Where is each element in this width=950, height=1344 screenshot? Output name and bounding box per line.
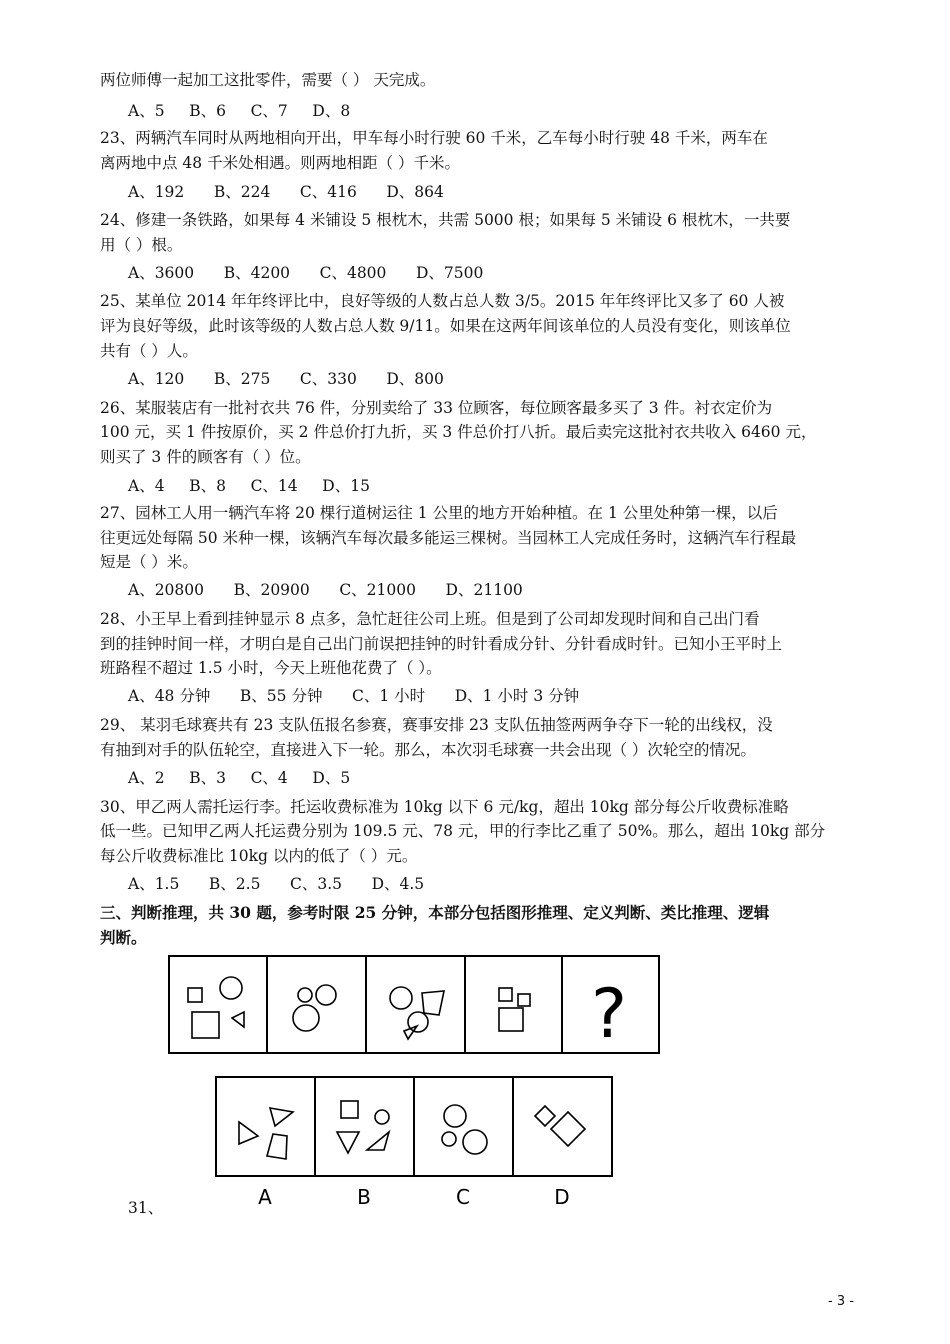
text-line: 用（ ）根。 — [100, 236, 183, 254]
question-30: 30、甲乙两人需托运行李。托运收费标准为 10kg 以下 6 元/kg，超出 10kg 部分每公斤收费标准略 — [100, 798, 789, 816]
text-line: 共有（ ）人。 — [100, 342, 198, 360]
text-line: 到的挂钟时间一样，才明白是自己出门前误把挂钟的时针看成分针、分针看成时针。已知小王平时上 — [100, 635, 783, 653]
text-line: 往更远处每隔 50 米种一棵，该辆汽车每次最多能运三棵树。当园林工人完成任务时，这辆汽车行程最 — [100, 529, 797, 547]
text-line: 离两地中点 48 千米处相遇。则两地相距（ ）千米。 — [100, 154, 461, 172]
options-line: A、4 B、8 C、14 D、15 — [128, 477, 370, 495]
text-line: 两位师傅一起加工这批零件，需要（ ） 天完成。 — [100, 71, 436, 89]
sequence-cell-2 — [293, 985, 336, 1031]
text-line: 每公斤收费标准比 10kg 以内的低了（ ）元。 — [100, 847, 418, 865]
answer-label-a: A — [258, 1185, 272, 1209]
sequence-frame — [169, 956, 659, 1053]
answer-c-shapes — [442, 1105, 487, 1154]
question-25: 25、某单位 2014 年年终评比中，良好等级的人数占总人数 3/5。2015 年年终评比又多了 60 人被 — [100, 292, 785, 310]
sequence-cell-1 — [188, 977, 244, 1038]
sequence-cell-3 — [390, 987, 444, 1039]
answer-label-d: D — [554, 1185, 570, 1209]
text-line: 低一些。已知甲乙两人托运费分别为 109.5 元、78 元，甲的行李比乙重了 50%。那么，超出 10kg 部分 — [100, 822, 826, 840]
question-24: 24、修建一条铁路，如果每 4 米铺设 5 根枕木，共需 5000 根；如果每 5 米铺设 6 根枕木，一共要 — [100, 211, 791, 229]
text-line: 班路程不超过 1.5 小时，今天上班他花费了（ ）。 — [100, 659, 442, 677]
answer-d-shapes — [535, 1106, 585, 1146]
question-27: 27、园林工人用一辆汽车将 20 棵行道树运往 1 公里的地方开始种植。在 1 公里处种第一棵，以后 — [100, 504, 778, 522]
options-line: A、5 B、6 C、7 D、8 — [128, 102, 351, 120]
page-number: - 3 - — [828, 1294, 854, 1309]
sequence-cell-4 — [499, 988, 530, 1031]
section-heading-cont: 判断。 — [100, 928, 147, 947]
question-mark: ? — [590, 975, 628, 1054]
section-heading: 三、判断推理，共 30 题，参考时限 25 分钟，本部分包括图形推理、定义判断、类比推理、逻辑 — [100, 903, 770, 922]
question-28: 28、小王早上看到挂钟显示 8 点多，急忙赶往公司上班。但是到了公司却发现时间和自己出门看 — [100, 610, 760, 628]
options-line: A、192 B、224 C、416 D、864 — [128, 183, 444, 201]
text-line: 100 元，买 1 件按原价，买 2 件总价打九折，买 3 件总价打八折。最后卖完这批衬衣共收入 6460 元， — [100, 423, 817, 441]
options-line: A、3600 B、4200 C、4800 D、7500 — [128, 264, 484, 282]
text-line: 有抽到对手的队伍轮空，直接进入下一轮。那么，本次羽毛球赛一共会出现（ ）次轮空的情况。 — [100, 741, 756, 759]
answer-label-b: B — [357, 1185, 371, 1209]
question-29: 29、 某羽毛球赛共有 23 支队伍报名参赛，赛事安排 23 支队伍抽签两两争夺下一轮的出线权，没 — [100, 716, 773, 734]
question-31-number: 31、 — [128, 1199, 164, 1217]
question-26: 26、某服装店有一批衬衣共 76 件，分别卖给了 33 位顾客，每位顾客最多买了 3 件。衬衣定价为 — [100, 399, 773, 417]
options-line: A、120 B、275 C、330 D、800 — [128, 370, 444, 388]
text-line: 则买了 3 件的顾客有（ ）位。 — [100, 448, 311, 466]
options-line: A、48 分钟 B、55 分钟 C、1 小时 D、1 小时 3 分钟 — [128, 687, 580, 705]
text-line: 评为良好等级，此时该等级的人数占总人数 9/11。如果在这两年间该单位的人员没有变化，则该单位 — [100, 317, 791, 335]
options-line: A、2 B、3 C、4 D、5 — [128, 769, 351, 787]
answer-a-shapes — [239, 1108, 293, 1159]
options-line: A、1.5 B、2.5 C、3.5 D、4.5 — [128, 875, 425, 893]
answer-label-c: C — [456, 1185, 470, 1209]
options-line: A、20800 B、20900 C、21000 D、21100 — [128, 581, 523, 599]
question-23: 23、两辆汽车同时从两地相向开出，甲车每小时行驶 60 千米，乙车每小时行驶 48 千米，两车在 — [100, 129, 768, 147]
text-line: 短是（ ）米。 — [100, 553, 198, 571]
figure-answers — [215, 1076, 615, 1211]
figure-sequence — [168, 955, 660, 1055]
answer-b-shapes — [337, 1101, 389, 1153]
